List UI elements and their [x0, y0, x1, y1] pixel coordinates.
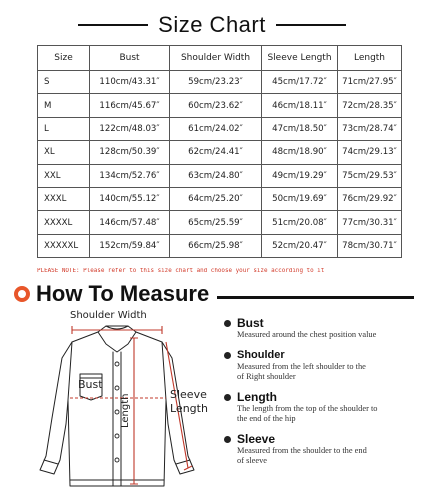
length-cell: 71cm/27.95″: [338, 71, 402, 94]
bullet-dot-icon: [224, 436, 231, 443]
how-to-measure-title: How To Measure: [36, 281, 210, 306]
length-cell: 77cm/30.31″: [338, 211, 402, 234]
shoulder-cell: 63cm/24.80″: [170, 164, 262, 187]
shoulder-cell: 65cm/25.59″: [170, 211, 262, 234]
bust-cell: 152cm/59.84″: [90, 234, 170, 257]
legend-item-length: [224, 390, 420, 425]
size-cell: M: [38, 94, 90, 117]
bullet-dot-icon: [224, 352, 231, 359]
how-to-measure-heading: [14, 280, 414, 308]
legend-item-shoulder: [224, 348, 420, 383]
size-cell: XL: [38, 141, 90, 164]
table-row: [38, 141, 402, 164]
legend-desc: of sleeve: [237, 456, 267, 465]
length-label: Length: [120, 393, 131, 428]
table-row: [38, 187, 402, 210]
bust-cell: 128cm/50.39″: [90, 141, 170, 164]
size-chart-title: Size Chart: [158, 12, 266, 37]
length-cell: 75cm/29.53″: [338, 164, 402, 187]
sleeve-cell: 50cm/19.69″: [262, 187, 338, 210]
legend-title: Shoulder: [237, 348, 285, 361]
legend-desc: Measured from the left shoulder to the: [237, 361, 366, 371]
legend-desc: of Right shoulder: [237, 372, 296, 381]
shoulder-cell: 60cm/23.62″: [170, 94, 262, 117]
bust-cell: 134cm/52.76″: [90, 164, 170, 187]
shoulder-cell: 61cm/24.02″: [170, 117, 262, 140]
length-cell: 72cm/28.35″: [338, 94, 402, 117]
bust-cell: 122cm/48.03″: [90, 117, 170, 140]
length-cell: 73cm/28.74″: [338, 117, 402, 140]
size-cell: S: [38, 71, 90, 94]
heading-rule: [217, 296, 414, 299]
legend-title: Sleeve: [237, 431, 276, 446]
size-note: PLEASE NOTE: Please refer to this size chart and choose your size according to it: [37, 268, 325, 274]
column-header-size: Size: [38, 46, 90, 71]
table-row: [38, 164, 402, 187]
sleeve-cell: 49cm/19.29″: [262, 164, 338, 187]
legend-desc: Measured around the chest position value: [237, 330, 377, 339]
legend-title: Length: [237, 389, 277, 404]
shirt-diagram: [10, 308, 220, 500]
shoulder-cell: 64cm/25.20″: [170, 187, 262, 210]
legend-item-bust: [224, 316, 420, 341]
legend-desc: the end of the hip: [237, 414, 296, 423]
table-row: [38, 94, 402, 117]
column-header-sleeve: Sleeve Length: [262, 46, 338, 71]
size-cell: XXL: [38, 164, 90, 187]
sleeve-cell: 46cm/18.11″: [262, 94, 338, 117]
table-row: [38, 71, 402, 94]
length-cell: 76cm/29.92″: [338, 187, 402, 210]
column-header-bust: Bust: [90, 46, 170, 71]
ring-bullet-icon: [14, 286, 30, 302]
column-header-shoulder: Shoulder Width: [170, 46, 262, 71]
shoulder-cell: 66cm/25.98″: [170, 234, 262, 257]
legend-title: Bust: [237, 316, 264, 330]
sleeve-cell: 52cm/20.47″: [262, 234, 338, 257]
size-table: [37, 45, 402, 258]
sleeve-cell: 45cm/17.72″: [262, 71, 338, 94]
size-chart-heading: [0, 10, 424, 40]
bust-cell: 110cm/43.31″: [90, 71, 170, 94]
legend-desc: The length from the top of the shoulder to: [237, 403, 378, 413]
sleeve-cell: 48cm/18.90″: [262, 141, 338, 164]
sleeve-label-line2: Length: [170, 402, 208, 415]
bust-cell: 140cm/55.12″: [90, 187, 170, 210]
length-cell: 74cm/29.13″: [338, 141, 402, 164]
bullet-dot-icon: [224, 394, 231, 401]
bust-cell: 116cm/45.67″: [90, 94, 170, 117]
measure-legend: [224, 316, 420, 474]
shoulder-width-label: Shoulder Width: [70, 310, 147, 321]
size-cell: XXXXXL: [38, 234, 90, 257]
bust-cell: 146cm/57.48″: [90, 211, 170, 234]
sleeve-cell: 51cm/20.08″: [262, 211, 338, 234]
length-cell: 78cm/30.71″: [338, 234, 402, 257]
sleeve-label-line1: Sleeve: [170, 388, 207, 401]
table-row: [38, 117, 402, 140]
title-rule-right: [276, 24, 346, 26]
title-rule-left: [78, 24, 148, 26]
table-row: [38, 211, 402, 234]
shoulder-cell: 59cm/23.23″: [170, 71, 262, 94]
legend-desc: Measured from the shoulder to the end: [237, 445, 367, 455]
sleeve-cell: 47cm/18.50″: [262, 117, 338, 140]
table-row: [38, 234, 402, 257]
size-cell: XXXXL: [38, 211, 90, 234]
legend-item-sleeve: [224, 432, 420, 467]
size-cell: XXXL: [38, 187, 90, 210]
shoulder-cell: 62cm/24.41″: [170, 141, 262, 164]
size-cell: L: [38, 117, 90, 140]
bust-label: Bust: [78, 378, 103, 391]
bullet-dot-icon: [224, 320, 231, 327]
column-header-length: Length: [338, 46, 402, 71]
table-header-row: [38, 46, 402, 71]
